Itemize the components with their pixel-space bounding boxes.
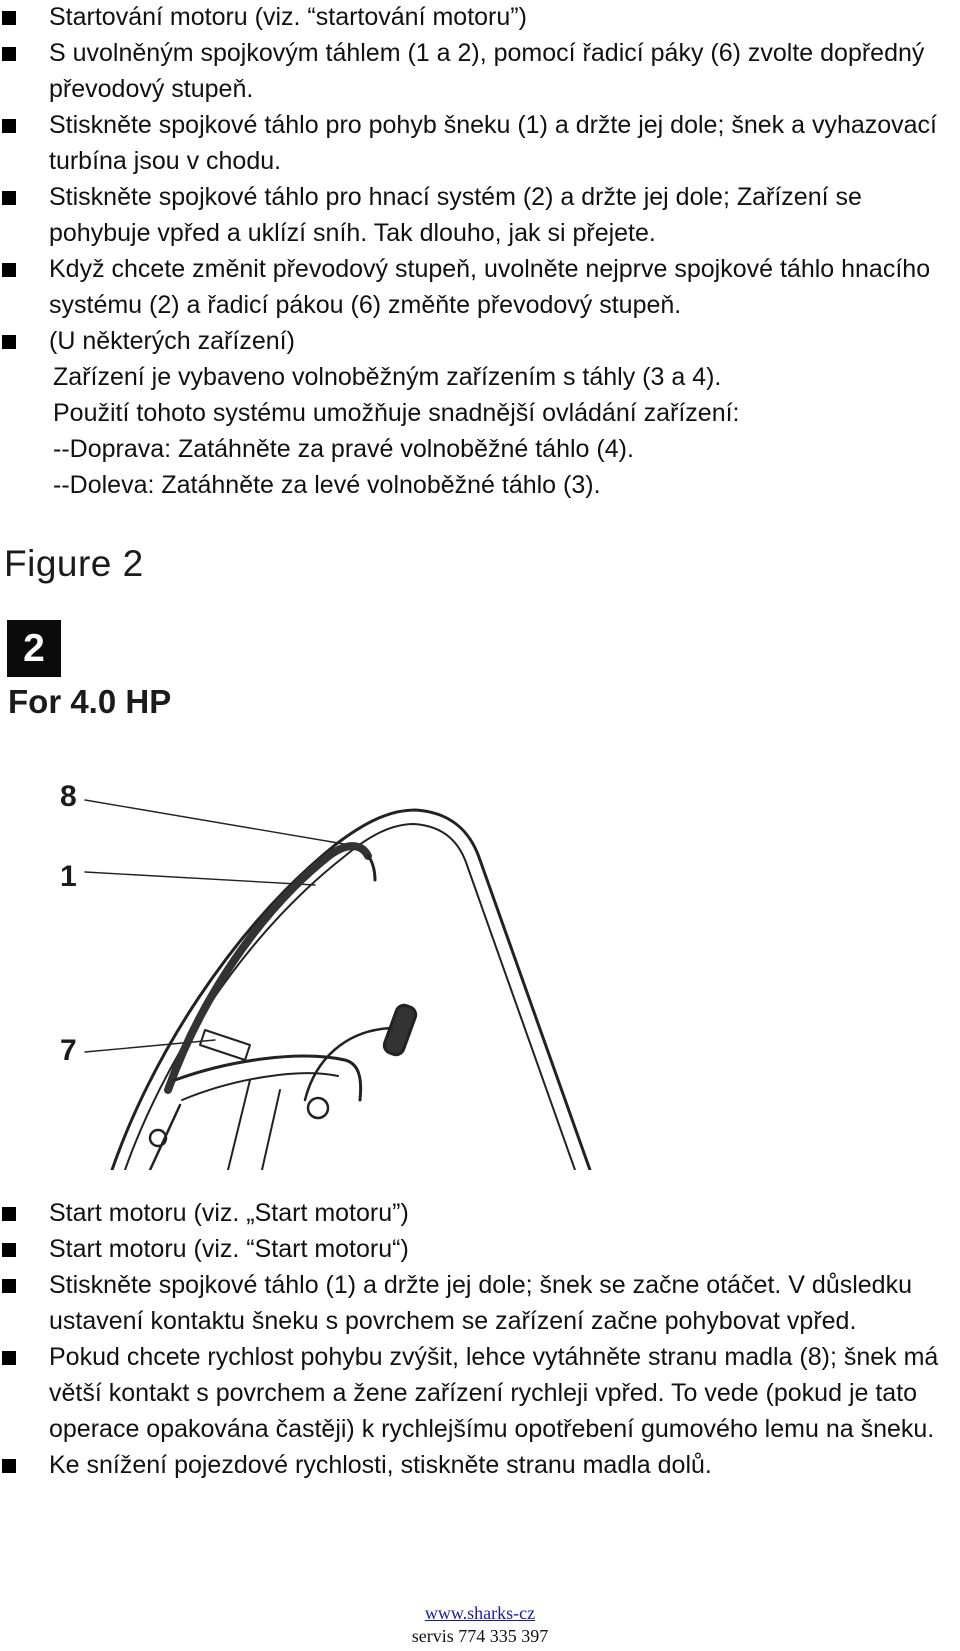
- square-bullet-icon: [2, 335, 16, 349]
- lower-rod-mid2: [262, 1090, 280, 1170]
- callout-number-8: 8: [60, 780, 77, 813]
- list-item-text: Start motoru (viz. „Start motoru”): [49, 1199, 409, 1227]
- leader-line-7: [85, 1040, 215, 1052]
- footer-website-link[interactable]: www.sharks-cz: [424, 1603, 536, 1623]
- list-item: [0, 1231, 940, 1267]
- list-item: [0, 1447, 940, 1483]
- paragraph-line: Zařízení je vybaveno volnoběžným zařízením s táhly (3 a 4).: [53, 363, 722, 391]
- square-bullet-icon: [2, 1279, 16, 1293]
- paragraph-line: --Doleva: Zatáhněte za levé volnoběžné táhlo (3).: [53, 471, 601, 499]
- square-bullet-icon: [2, 263, 16, 277]
- list-item-text: Když chcete změnit převodový stupeň, uvolněte nejprve spojkové táhlo hnacího systému (2) a řadicí pákou (6) změňte převodový stupeň.: [49, 255, 931, 319]
- square-bullet-icon: [2, 1351, 16, 1365]
- figure-title: Figure 2: [4, 543, 144, 584]
- callout-number-7: 7: [60, 1034, 77, 1067]
- lower-rod-mid: [228, 1080, 250, 1170]
- square-bullet-icon: [2, 1207, 16, 1221]
- list-item-text: Stiskněte spojkové táhlo pro hnací systém (2) a držte jej dole; Zařízení se pohybuje vpřed a uklízí sníh. Tak dlouho, jak si přejete.: [49, 183, 862, 247]
- rod-knob: [308, 1098, 328, 1118]
- handle-cross-bar: [175, 1056, 361, 1100]
- square-bullet-icon: [2, 1243, 16, 1257]
- list-item: [0, 179, 940, 251]
- square-bullet-icon: [2, 47, 16, 61]
- list-item-text: Pokud chcete rychlost pohybu zvýšit, lehce vytáhněte stranu madla (8); šnek má větší kontakt s povrchem a žene zařízení rychleji vpřed. To vede (pokud je tato operace opakována častěji) k rychlejšímu opotřebení gumového lemu na šneku.: [49, 1343, 939, 1443]
- leader-line-1: [85, 872, 315, 885]
- list-item: [0, 1339, 940, 1447]
- square-bullet-icon: [2, 191, 16, 205]
- callout-number-1: 1: [60, 860, 77, 893]
- handle-bracket: [200, 1030, 250, 1060]
- list-item-text: Stiskněte spojkové táhlo (1) a držte jej dole; šnek se začne otáčet. V důsledku ustavení kontaktu šneku s povrchem se zařízení začne pohybovat vpřed.: [49, 1271, 912, 1335]
- square-bullet-icon: [2, 119, 16, 133]
- square-bullet-icon: [2, 1459, 16, 1473]
- figure-subtitle: For 4.0 HP: [8, 683, 172, 720]
- list-item: [0, 251, 940, 323]
- clutch-bail-lever-end: [368, 856, 375, 880]
- instructions-list-top: [0, 0, 940, 503]
- list-item-text: Ke snížení pojezdové rychlosti, stiskněte stranu madla dolů.: [49, 1451, 712, 1479]
- list-item: [0, 35, 940, 107]
- square-bullet-icon: [2, 11, 16, 25]
- figure-number-badge: 2: [7, 620, 61, 677]
- list-item: [0, 0, 940, 35]
- list-item-text: Startování motoru (viz. “startování motoru”): [49, 3, 527, 31]
- list-item: [0, 323, 940, 359]
- list-item: [0, 107, 940, 179]
- paragraph-line: Použití tohoto systému umožňuje snadnější ovládání zařízení:: [53, 399, 740, 427]
- list-item-text: S uvolněným spojkovým táhlem (1 a 2), pomocí řadicí páky (6) zvolte dopředný převodový stupeň.: [49, 39, 925, 103]
- outer-handle-bar-inner: [125, 824, 575, 1170]
- shift-rod: [305, 1028, 392, 1100]
- snow-thrower-handle-drawing: [0, 760, 620, 1170]
- footer-service-phone: servis 774 335 397: [411, 1626, 549, 1646]
- list-item-text: Start motoru (viz. “Start motoru“): [49, 1235, 409, 1263]
- list-item-text: (U některých zařízení): [49, 327, 295, 355]
- instructions-list-bottom: [0, 1195, 940, 1483]
- outer-handle-bar: [112, 810, 590, 1170]
- list-item: [0, 1195, 940, 1231]
- handle-grip: [382, 1003, 418, 1057]
- leader-line-8: [85, 800, 350, 845]
- list-item-text: Stiskněte spojkové táhlo pro pohyb šneku (1) a držte jej dole; šnek a vyhazovací turbína jsou v chodu.: [49, 111, 938, 175]
- list-item: [0, 1267, 940, 1339]
- paragraph-line: --Doprava: Zatáhněte za pravé volnoběžné táhlo (4).: [53, 435, 634, 463]
